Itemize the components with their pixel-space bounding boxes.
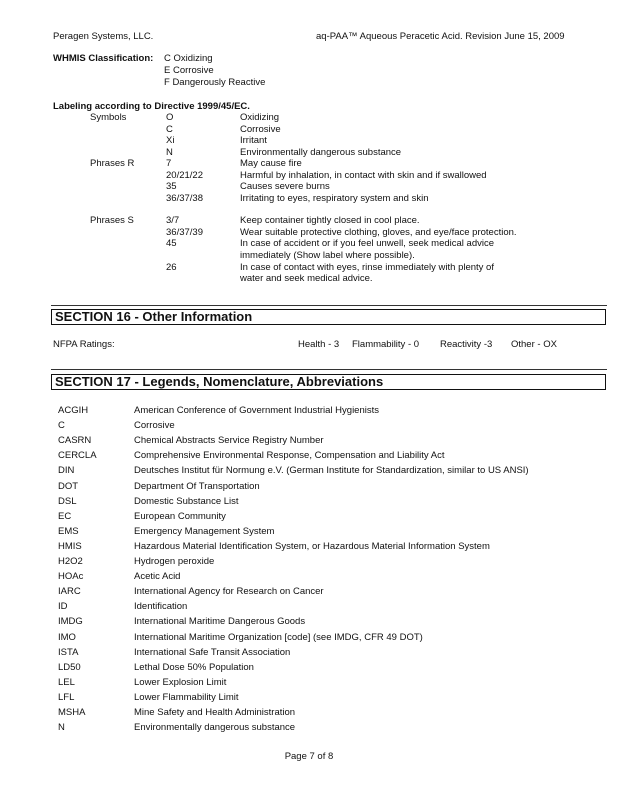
abbreviation-definition: Lethal Dose 50% Population <box>134 661 254 673</box>
abbreviation-term: CERCLA <box>58 450 97 462</box>
phrase-r-code: 7 <box>166 158 172 169</box>
whmis-item: E Corrosive <box>164 65 214 76</box>
abbreviation-definition: Department Of Transportation <box>134 480 260 492</box>
phrase-s-desc-continued: immediately (Show label where possible). <box>240 250 415 261</box>
phrase-s-desc: In case of accident or if you feel unwell, seek medical advice <box>240 238 494 249</box>
page-number: Page 7 of 8 <box>284 751 334 762</box>
abbreviation-term: DOT <box>58 480 79 492</box>
abbreviation-definition: Mine Safety and Health Administration <box>134 707 296 718</box>
symbol-code: C <box>166 124 173 135</box>
abbreviation-definition: Comprehensive Environmental Response, Compensation and Liability Act <box>134 450 445 462</box>
abbreviation-definition: Lower Explosion Limit <box>134 676 227 688</box>
section-divider <box>51 305 607 306</box>
abbreviation-row <box>0 511 618 526</box>
whmis-item: F Dangerously Reactive <box>164 77 266 88</box>
abbreviation-term: CASRN <box>58 435 92 447</box>
abbreviation-term: DIN <box>58 465 75 477</box>
abbreviation-term: IMO <box>58 631 76 643</box>
symbol-desc: Oxidizing <box>240 112 280 123</box>
abbreviation-term: LD50 <box>58 661 81 673</box>
nfpa-health: Health - 3 <box>298 339 340 350</box>
abbreviation-row <box>0 405 618 420</box>
abbreviation-definition: Lower Flammability Limit <box>134 691 239 703</box>
abbreviation-definition: Acetic Acid <box>134 571 181 583</box>
abbreviation-row <box>0 692 618 707</box>
abbreviation-row <box>0 647 618 662</box>
labeling-heading: Labeling according to Directive 1999/45/EC. <box>53 101 250 112</box>
abbreviation-term: EC <box>58 510 72 522</box>
whmis-item: C Oxidizing <box>164 53 213 64</box>
abbreviation-row <box>0 662 618 677</box>
section-16-title: SECTION 16 - Other Information <box>51 309 606 325</box>
phrase-r-desc: Irritating to eyes, respiratory system and skin <box>240 193 429 204</box>
abbreviation-definition: Corrosive <box>134 420 175 432</box>
abbreviation-row <box>0 586 618 601</box>
symbol-desc: Environmentally dangerous substance <box>240 147 402 158</box>
whmis-label: WHMIS Classification: <box>53 53 154 64</box>
abbreviation-term: ID <box>58 601 68 613</box>
abbreviation-definition: Identification <box>134 601 188 613</box>
symbol-code: N <box>166 147 173 158</box>
phrase-s-code: 3/7 <box>166 215 180 226</box>
phrase-r-code: 35 <box>166 181 177 192</box>
symbol-desc: Irritant <box>240 135 267 146</box>
abbreviation-definition: European Community <box>134 510 226 522</box>
abbreviation-definition: American Conference of Government Industrial Hygienists <box>134 405 380 416</box>
abbreviation-definition: Hazardous Material Identification System, or Hazardous Material Information System <box>134 540 490 552</box>
abbreviation-term: HMIS <box>58 540 82 552</box>
abbreviation-row <box>0 526 618 541</box>
abbreviation-term: ACGIH <box>58 405 89 416</box>
phrase-r-desc: Harmful by inhalation, in contact with skin and if swallowed <box>240 170 487 181</box>
section-17-title: SECTION 17 - Legends, Nomenclature, Abbreviations <box>51 374 606 390</box>
abbreviation-row <box>0 722 618 737</box>
document-title: aq-PAA™ Aqueous Peracetic Acid. Revision June 15, 2009 <box>316 31 565 42</box>
phrases-s-label: Phrases S <box>90 215 134 226</box>
abbreviation-definition: Chemical Abstracts Service Registry Number <box>134 435 324 447</box>
abbreviation-term: N <box>58 722 65 734</box>
nfpa-flammability: Flammability - 0 <box>352 339 420 350</box>
abbreviation-term: HOAc <box>58 571 84 583</box>
abbreviation-definition: International Agency for Research on Cancer <box>134 586 324 598</box>
symbols-label: Symbols <box>90 112 127 123</box>
abbreviation-definition: Environmentally dangerous substance <box>134 722 296 734</box>
abbreviation-definition: Hydrogen peroxide <box>134 556 215 567</box>
nfpa-reactivity: Reactivity -3 <box>440 339 493 350</box>
abbreviation-row <box>0 571 618 586</box>
abbreviation-term: LEL <box>58 676 75 688</box>
abbreviation-term: DSL <box>58 495 77 507</box>
abbreviation-term: C <box>58 420 65 432</box>
section-divider <box>51 369 607 370</box>
symbol-code: O <box>166 112 174 123</box>
abbreviation-row <box>0 541 618 556</box>
phrase-r-code: 36/37/38 <box>166 193 203 204</box>
abbreviation-row <box>0 465 618 480</box>
symbol-desc: Corrosive <box>240 124 281 135</box>
abbreviation-row <box>0 677 618 692</box>
abbreviation-term: IARC <box>58 586 81 598</box>
symbol-code: Xi <box>166 135 175 146</box>
abbreviation-row <box>0 601 618 616</box>
phrases-r-label: Phrases R <box>90 158 135 169</box>
abbreviation-term: EMS <box>58 525 79 537</box>
phrase-s-code: 36/37/39 <box>166 227 203 238</box>
abbreviation-definition: Emergency Management System <box>134 525 275 537</box>
company-name: Peragen Systems, LLC. <box>53 31 154 42</box>
abbreviation-row <box>0 435 618 450</box>
abbreviation-definition: Domestic Substance List <box>134 495 239 507</box>
nfpa-label: NFPA Ratings: <box>53 339 115 350</box>
abbreviation-row <box>0 556 618 571</box>
abbreviation-term: ISTA <box>58 646 79 658</box>
abbreviation-definition: International Maritime Organization [code] (see IMDG, CFR 49 DOT) <box>134 631 423 643</box>
nfpa-other: Other - OX <box>511 339 557 350</box>
abbreviation-definition: International Safe Transit Association <box>134 646 291 658</box>
abbreviation-term: H2O2 <box>58 556 83 567</box>
abbreviation-row <box>0 707 618 722</box>
abbreviation-row <box>0 481 618 496</box>
phrase-s-desc-continued: water and seek medical advice. <box>240 273 373 284</box>
abbreviation-row <box>0 420 618 435</box>
abbreviation-term: LFL <box>58 691 75 703</box>
abbreviation-definition: International Maritime Dangerous Goods <box>134 616 306 628</box>
phrase-r-desc: Causes severe burns <box>240 181 330 192</box>
phrase-s-desc: Keep container tightly closed in cool place. <box>240 215 420 226</box>
abbreviation-row <box>0 632 618 647</box>
phrase-r-code: 20/21/22 <box>166 170 203 181</box>
phrase-s-code: 26 <box>166 262 177 273</box>
phrase-s-desc: In case of contact with eyes, rinse immediately with plenty of <box>240 262 494 273</box>
abbreviation-term: IMDG <box>58 616 83 628</box>
abbreviation-row <box>0 450 618 465</box>
phrase-r-desc: May cause fire <box>240 158 302 169</box>
abbreviation-row <box>0 496 618 511</box>
abbreviation-term: MSHA <box>58 707 86 718</box>
abbreviation-row <box>0 616 618 631</box>
phrase-s-code: 45 <box>166 238 177 249</box>
phrase-s-desc: Wear suitable protective clothing, gloves, and eye/face protection. <box>240 227 517 238</box>
abbreviation-definition: Deutsches Institut für Normung e.V. (German Institute for Standardization, similar to US ANSI) <box>134 465 529 477</box>
